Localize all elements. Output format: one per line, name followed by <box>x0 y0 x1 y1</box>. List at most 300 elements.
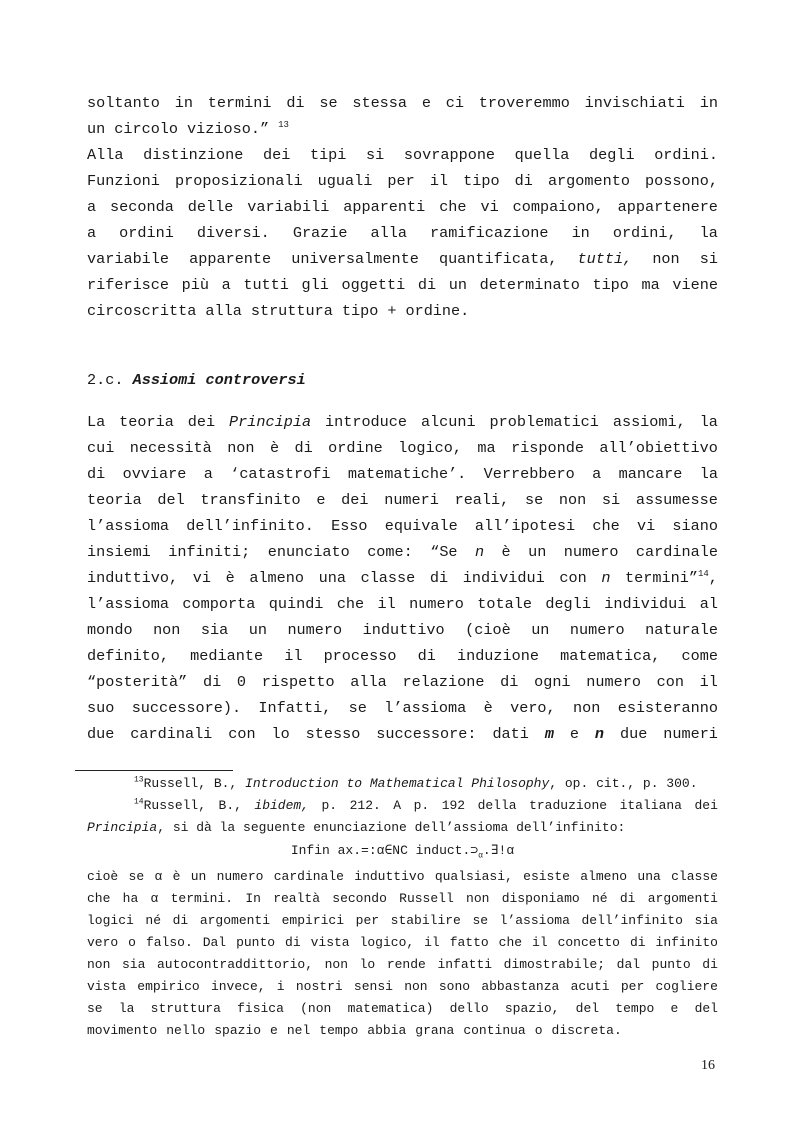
section-heading <box>87 367 306 393</box>
word: punto <box>651 957 691 972</box>
word: individui <box>462 569 545 587</box>
word: definito, <box>87 647 170 665</box>
word: argomento <box>547 172 630 190</box>
word: successore). <box>131 699 242 717</box>
text-line <box>87 669 718 695</box>
word: è <box>172 869 181 884</box>
word: dei <box>187 413 216 431</box>
word: teoria <box>87 491 142 509</box>
word: induttivo <box>362 621 445 639</box>
word: e <box>421 94 431 112</box>
word: numero <box>563 543 619 561</box>
word: di <box>702 957 718 972</box>
section-number: 2.c. <box>87 371 124 389</box>
word: di <box>429 569 449 587</box>
word: n <box>601 569 611 587</box>
word: B., <box>218 798 242 813</box>
word: il <box>284 647 303 665</box>
word: mondo <box>87 621 133 639</box>
word: ordine. <box>405 302 470 320</box>
word: gli <box>301 276 329 294</box>
word: spazio <box>214 1023 262 1038</box>
word: comporta <box>182 595 256 613</box>
word: di <box>87 465 106 483</box>
word: vista <box>87 979 127 994</box>
word: ovviare <box>122 465 187 483</box>
text-line <box>87 721 718 747</box>
word: e <box>270 1023 278 1038</box>
word: concetto <box>557 935 620 950</box>
word: dei <box>341 491 369 509</box>
word: come <box>681 647 718 665</box>
word: sono <box>438 979 471 994</box>
word: tipi <box>309 146 347 164</box>
word: uguali <box>317 172 373 190</box>
word: se <box>319 94 338 112</box>
word: possono, <box>645 172 718 190</box>
word: ma <box>641 276 660 294</box>
word: vi <box>636 517 656 535</box>
word: distinzione <box>143 146 244 164</box>
word: reali, <box>454 491 510 509</box>
word: disponiamo <box>501 891 580 906</box>
word: di <box>172 913 189 928</box>
word: del <box>575 1001 600 1016</box>
word: punto <box>236 935 276 950</box>
word: la <box>699 224 718 242</box>
word: acuti <box>570 979 610 994</box>
text-line <box>87 246 718 272</box>
text-line <box>87 435 718 461</box>
text-line <box>87 1020 718 1042</box>
word: processo <box>323 647 397 665</box>
word: invischiati <box>584 94 685 112</box>
word: cardinale <box>635 543 718 561</box>
word: sensi <box>353 979 393 994</box>
paragraph-types-and-orders <box>87 90 718 324</box>
word: dei <box>694 798 718 813</box>
word: delle <box>187 198 234 216</box>
word: tipo <box>463 172 500 190</box>
word: alla <box>205 302 242 320</box>
word: la <box>699 413 718 431</box>
word: diversi. <box>196 224 270 242</box>
word: numeri <box>384 491 439 509</box>
word: matematica, <box>560 647 661 665</box>
word: totale <box>477 595 532 613</box>
word: abbastanza <box>481 979 560 994</box>
word: non <box>227 439 255 457</box>
word: il <box>377 595 396 613</box>
word: apparente <box>189 250 272 268</box>
word: termini”$^{14}$, <box>625 568 718 587</box>
word: tipo <box>592 276 629 294</box>
word: non <box>153 621 181 639</box>
word: numero <box>569 621 625 639</box>
word: rispetto <box>261 673 335 691</box>
word: numeri <box>663 725 718 743</box>
word: della <box>477 798 517 813</box>
word: non <box>404 979 428 994</box>
word: suo <box>87 699 115 717</box>
word: rende <box>386 957 426 972</box>
word: l’assioma <box>499 913 570 928</box>
word: numero <box>216 869 264 884</box>
word: più <box>181 276 209 294</box>
word: dal <box>616 957 641 972</box>
word: si <box>601 491 621 509</box>
word: siano <box>672 517 718 535</box>
word: tutti, <box>577 250 633 268</box>
word: né <box>591 891 608 906</box>
word: fisica <box>237 1001 284 1016</box>
word: (cioè <box>465 621 511 639</box>
word: sia <box>200 621 229 639</box>
word: che <box>439 198 467 216</box>
text-line <box>87 142 718 168</box>
word: transfinito <box>200 491 301 509</box>
word: degli <box>545 595 591 613</box>
word: Verrebbero <box>483 465 575 483</box>
word: logici <box>87 913 134 928</box>
word: In <box>245 891 261 906</box>
word: insiemi <box>87 543 151 561</box>
word: cioè <box>87 869 119 884</box>
word: teoria <box>119 413 174 431</box>
word: se <box>128 869 145 884</box>
word: introduce <box>324 413 408 431</box>
word: nel <box>286 1023 311 1038</box>
word: oggetti <box>341 276 406 294</box>
word: sia <box>694 913 718 928</box>
word: che <box>498 935 523 950</box>
word: vi <box>192 569 211 587</box>
word: spazio, <box>504 1001 560 1016</box>
infinity-axiom-formula <box>87 840 718 868</box>
word: termini. <box>170 891 234 906</box>
text-line <box>87 513 718 539</box>
word: infiniti; <box>168 543 251 561</box>
word: a <box>221 276 231 294</box>
word: se <box>87 1001 103 1016</box>
word: mancare <box>618 465 683 483</box>
word: quindi <box>268 595 324 613</box>
word: ‘catastrofi <box>230 465 331 483</box>
word: non <box>324 957 349 972</box>
formula-main: Infin ax.=:α∈NC induct.⊃ <box>290 843 479 858</box>
word: al <box>699 595 718 613</box>
word: lo <box>271 725 290 743</box>
word: Esso <box>331 517 368 535</box>
word: che <box>87 891 111 906</box>
word: invece, <box>210 979 266 994</box>
word: tempo <box>615 1001 655 1016</box>
word: matematiche’. <box>347 465 467 483</box>
word: con <box>228 725 256 743</box>
word: induttivo <box>354 869 425 884</box>
word: o <box>534 1023 543 1038</box>
word: in <box>699 94 718 112</box>
footnote-14 <box>87 795 718 839</box>
word: si <box>699 250 718 268</box>
word: 0 <box>236 673 246 691</box>
word: di <box>286 94 305 112</box>
word: vista <box>310 935 350 950</box>
word: numero <box>586 673 641 691</box>
word: α <box>150 891 159 906</box>
word: equivale <box>384 517 458 535</box>
word: non <box>466 891 490 906</box>
word: proposizionali <box>174 172 303 190</box>
word: ogni <box>534 673 571 691</box>
word: di <box>619 891 636 906</box>
word: si <box>366 146 385 164</box>
text-line <box>87 910 718 932</box>
word: all’ipotesi <box>474 517 576 535</box>
word: dei <box>262 146 291 164</box>
word: naturale <box>645 621 718 639</box>
word: sia <box>122 957 146 972</box>
word: argomenti <box>647 891 718 906</box>
word: soltanto <box>87 94 160 112</box>
word: un <box>190 869 207 884</box>
formula-subscript: α <box>478 851 483 861</box>
word: A <box>393 798 402 813</box>
footnote-work-title: Principia <box>87 820 158 835</box>
word: di <box>417 647 436 665</box>
word: cui <box>87 439 115 457</box>
word: infinito <box>655 935 718 950</box>
word: del <box>694 1001 718 1016</box>
word: all’obiettivo <box>599 439 718 457</box>
word: circolo <box>114 120 179 138</box>
text-line <box>87 487 718 513</box>
word: qualsiasi, <box>434 869 513 884</box>
word: stabilire <box>390 913 461 928</box>
word: induttivo, <box>87 569 179 587</box>
word: Infatti, <box>258 699 332 717</box>
word: esiste <box>523 869 570 884</box>
word: alla <box>370 224 408 242</box>
text-line <box>87 194 718 220</box>
word: due <box>87 725 115 743</box>
word: non <box>87 957 111 972</box>
word: il <box>532 935 548 950</box>
text-line <box>87 168 718 194</box>
text-line <box>87 116 718 142</box>
word: come: <box>367 543 413 561</box>
text-line <box>87 461 718 487</box>
word: movimento <box>87 1023 158 1038</box>
paragraph-controversial-axioms <box>87 409 718 747</box>
text-line <box>87 643 718 669</box>
word: compaiono, <box>512 198 604 216</box>
word: n <box>594 725 605 743</box>
word: matematica) <box>347 1001 434 1016</box>
word: assumesse <box>635 491 718 509</box>
footnote-text: , si dà la seguente enunciazione dell’assioma dell’infinito: <box>157 820 626 835</box>
word: almeno <box>249 569 305 587</box>
word: autocontraddittorio, <box>157 957 314 972</box>
word: α <box>154 869 163 884</box>
word: argomenti <box>199 913 271 928</box>
word: e <box>670 1001 679 1016</box>
footnote-mark: 13 <box>134 775 144 785</box>
word: Principia <box>229 413 312 431</box>
text-line <box>87 565 718 591</box>
word: struttura <box>250 302 333 320</box>
word: a <box>592 465 602 483</box>
word: se <box>524 491 544 509</box>
word: universalmente <box>291 250 419 268</box>
word: n <box>474 543 485 561</box>
word: numero <box>409 595 464 613</box>
word: logico, <box>398 439 463 457</box>
word: degli <box>588 146 635 164</box>
word: Dal <box>202 935 227 950</box>
word: con <box>559 569 587 587</box>
word: nostri <box>295 979 343 994</box>
word: mediante <box>190 647 264 665</box>
word: individui <box>604 595 687 613</box>
word: 212. <box>349 798 381 813</box>
word: ci <box>445 94 464 112</box>
word: un <box>248 621 267 639</box>
word: (non <box>300 1001 332 1016</box>
word: ma <box>477 439 496 457</box>
text-line <box>87 932 718 954</box>
text-line <box>87 409 718 435</box>
word: stesso <box>305 725 361 743</box>
text-line <box>87 90 718 116</box>
word: continua <box>463 1023 526 1038</box>
word: non <box>652 250 680 268</box>
word: di <box>514 172 533 190</box>
word: risponde <box>511 439 584 457</box>
word: una <box>637 869 661 884</box>
word: ramificazione <box>430 224 549 242</box>
word: un <box>87 120 106 138</box>
footnote-separator <box>75 770 233 771</box>
word: per <box>620 979 645 994</box>
word: problematici <box>489 413 599 431</box>
word: Alla <box>87 146 124 164</box>
word: non <box>558 491 587 509</box>
word: italiana <box>619 798 682 813</box>
word: il <box>699 673 718 691</box>
page-number: 16 <box>701 1058 715 1073</box>
text-line <box>87 617 718 643</box>
word: non <box>573 699 601 717</box>
word: è <box>269 439 280 457</box>
word: nello <box>166 1023 206 1038</box>
word: vero, <box>510 699 556 717</box>
word: abbia <box>367 1023 407 1038</box>
word: empirici <box>281 913 345 928</box>
word: stessa <box>352 94 408 112</box>
word: tempo <box>319 1023 359 1038</box>
word: La <box>87 413 106 431</box>
word: l’assioma <box>87 517 170 535</box>
footnote-13 <box>87 773 765 795</box>
text-line <box>87 591 718 617</box>
word: 192 <box>441 798 466 813</box>
word: né <box>145 913 162 928</box>
word: circoscritta <box>87 302 197 320</box>
word: troveremmo <box>478 94 570 112</box>
text-line <box>87 220 718 246</box>
word: cogliere <box>655 979 718 994</box>
word: a <box>203 465 213 483</box>
word: ordini. <box>654 146 718 164</box>
word: variabile <box>87 250 170 268</box>
word: di <box>202 673 222 691</box>
word: per <box>355 913 380 928</box>
word: è <box>225 569 235 587</box>
text-line <box>87 298 718 324</box>
word: apparenti <box>343 198 426 216</box>
text-line <box>87 998 718 1020</box>
word: di <box>294 439 313 457</box>
word: discreta. <box>551 1023 622 1038</box>
word: classe <box>671 869 718 884</box>
word: struttura <box>150 1001 221 1016</box>
word: di <box>417 276 437 294</box>
word: alla <box>350 673 387 691</box>
text-line <box>87 695 718 721</box>
word: ordine <box>328 439 383 457</box>
word: del <box>157 491 185 509</box>
word: un <box>448 276 467 294</box>
word: lo <box>359 957 376 972</box>
word: due <box>619 725 648 743</box>
footnote-citation: , op. cit., p. 300. <box>549 776 698 791</box>
word: di <box>629 935 646 950</box>
word: empirico <box>137 979 200 994</box>
text-line <box>87 539 718 565</box>
word: è <box>483 699 493 717</box>
word: per <box>387 172 415 190</box>
word: determinato <box>479 276 580 294</box>
word: ordini <box>119 224 174 242</box>
word: la <box>699 465 718 483</box>
footnote-work-title: Introduction to Mathematical Philosophy <box>245 776 550 791</box>
word: e <box>569 725 579 743</box>
word: induzione <box>456 647 539 665</box>
word: falso. <box>145 935 193 950</box>
word: dati <box>492 725 529 743</box>
word: enunciato <box>267 543 350 561</box>
word: viene <box>672 276 718 294</box>
word: p. <box>321 798 338 813</box>
word: fatto <box>449 935 489 950</box>
word: i <box>276 979 285 994</box>
word: che <box>592 517 620 535</box>
word: una <box>318 569 346 587</box>
word: dello <box>449 1001 489 1016</box>
word: dell’infinito <box>581 913 683 928</box>
word: con <box>656 673 684 691</box>
word: relazione <box>402 673 485 691</box>
word: classe <box>360 569 416 587</box>
word: variabili <box>247 198 330 216</box>
word: in <box>174 94 193 112</box>
word: o <box>128 935 136 950</box>
word: dell’infinito. <box>186 517 314 535</box>
text-line <box>87 976 718 998</box>
word: se <box>472 913 489 928</box>
word: quantificata, <box>438 250 558 268</box>
